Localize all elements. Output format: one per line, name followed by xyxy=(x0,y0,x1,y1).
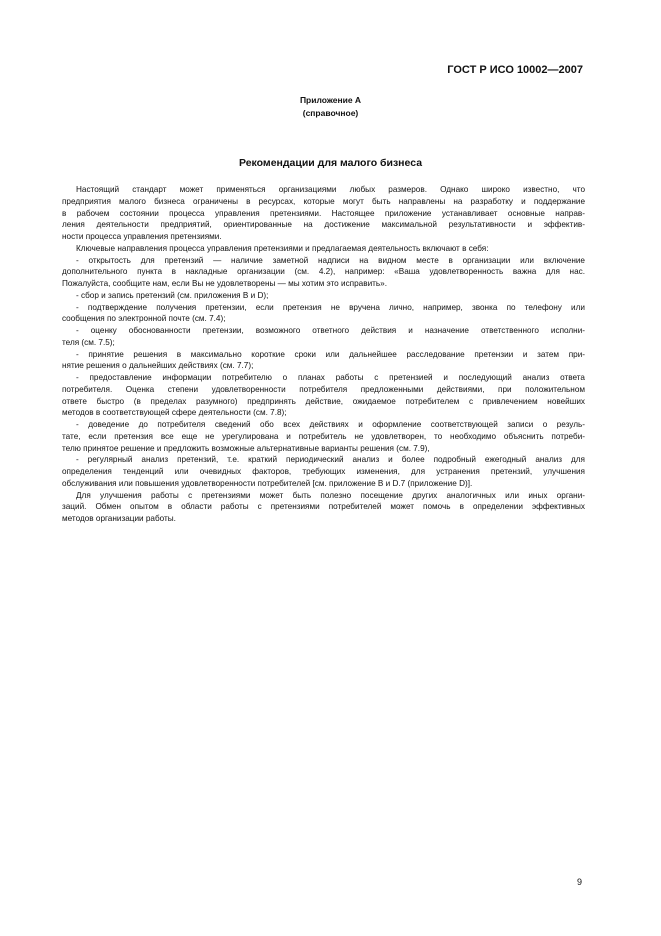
text-line: сообщения по электронной почте (см. 7.4); xyxy=(62,314,226,324)
text-line: - сбор и запись претензий (см. приложения В и D); xyxy=(76,290,269,300)
text-line: ления деятельности предприятий, ориентированные на достижение максимальной результативности и эффектив- xyxy=(62,220,585,230)
paragraph xyxy=(62,302,585,326)
text-line: теля (см. 7.5); xyxy=(62,337,115,347)
paragraph xyxy=(62,255,585,290)
text-line: дополнительного пункта в накладные организации (см. 4.2), например: «Ваша удовлетворенность важна для нас. xyxy=(62,267,585,277)
text-line: методов в соответствующей сфере деятельности (см. 7.8); xyxy=(62,408,287,418)
text-line: методов организации работы. xyxy=(62,514,176,523)
text-line: в рабочем состоянии процесса управления претензиями. Настоящее приложение устанавливает основные направ- xyxy=(62,208,585,218)
text-line: Для улучшения работы с претензиями может быть полезно посещение других аналогичных или иных органи- xyxy=(76,490,585,500)
text-line: - оценку обоснованности претензии, возможного ответного действия и назначение ответственного исполни- xyxy=(76,326,585,335)
paragraph xyxy=(62,184,585,243)
paragraph xyxy=(62,372,585,419)
text-line: - доведение до потребителя сведений обо всех действиях и оформление соответствующей записи о резуль- xyxy=(76,420,585,429)
text-line: предприятия малого бизнеса ограничены в ресурсах, которые могут быть направлены на разработку и поддержание xyxy=(62,196,585,206)
text-line: - подтверждение получения претензии, если претензия не вручена лично, например, звонка по телефону или xyxy=(76,302,585,312)
text-line: - принятие решения в максимально короткие сроки или дальнейшее расследование претензии и затем при- xyxy=(76,349,585,359)
paragraph xyxy=(62,325,585,349)
paragraph xyxy=(62,490,585,525)
standard-header: ГОСТ Р ИСО 10002—2007 xyxy=(447,64,583,76)
text-line: Пожалуйста, сообщите нам, если Вы не удовлетворены — мы хотим это исправить». xyxy=(62,279,387,288)
paragraph xyxy=(62,454,585,489)
text-line: заций. Обмен опытом в области работы с претензиями потребителей может помочь в определении эффективных xyxy=(62,502,585,512)
paragraph xyxy=(62,349,585,373)
section-title: Рекомендации для малого бизнеса xyxy=(238,157,423,169)
appendix-label: Приложение А xyxy=(299,95,362,105)
text-line: - предоставление информации потребителю о планах работы с претензией и последующий анализ ответа xyxy=(76,373,585,382)
paragraph xyxy=(62,290,585,302)
page-number: 9 xyxy=(577,877,583,887)
text-line: тате, если претензия все еще не урегулирована и потребитель не удовлетворен, то необходимо объяснить потреби- xyxy=(62,431,585,441)
paragraph xyxy=(62,419,585,454)
text-line: потребителя. Оценка степени удовлетворенности потребителя предложенными действиями, при положительном xyxy=(62,384,585,394)
text-line: - регулярный анализ претензий, т.е. краткий периодический анализ и более подробный ежегодный анализ для xyxy=(76,455,585,465)
text-line: ответе быстро (в пределах разумного) предпринять действие, ожидаемое потребителем с привлечением новейших xyxy=(62,396,585,406)
text-line: ности процесса управления претензиями. xyxy=(62,232,222,241)
text-line: обслуживания или повышения удовлетворенности потребителей [см. приложение В и D.7 (приложение D)]. xyxy=(62,478,473,488)
text-line: - открытость для претензий — наличие заметной надписи на видном месте в организации или включение xyxy=(76,255,585,265)
text-line: определения тенденций или очевидных факторов, требующих изменения, для устранения претензий, улучшения xyxy=(62,467,585,476)
text-line: телю принятое решение и предложить возможные альтернативные варианты решения (см. 7.9), xyxy=(62,443,430,453)
appendix-type: (справочное) xyxy=(302,108,359,118)
body-text xyxy=(62,184,585,525)
text-line: Ключевые направления процесса управления претензиями и предлагаемая деятельность включают в себя: xyxy=(76,243,489,253)
text-line: нятие решения о дальнейших действиях (см. 7.7); xyxy=(62,361,254,371)
text-line: Настоящий стандарт может применяться организациями любых размеров. Однако широко известно, что xyxy=(76,185,585,194)
paragraph xyxy=(62,243,585,255)
